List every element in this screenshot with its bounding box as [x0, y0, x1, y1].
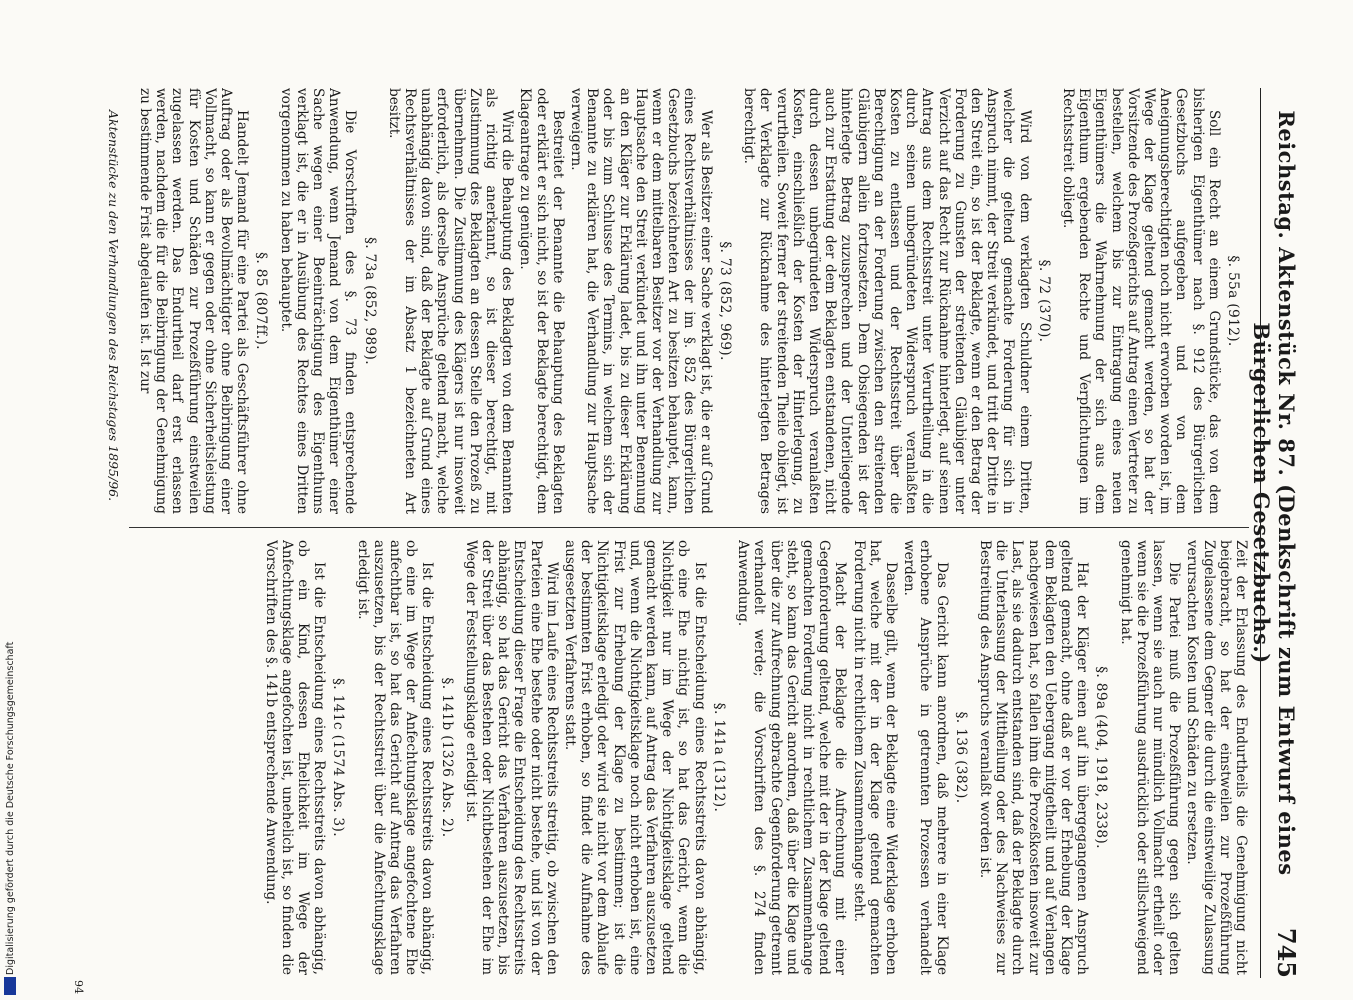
- paragraph: Ist die Entscheidung eines Rechtsstreits davon abhängig, ob ein Kind, dessen Ehelichkeit im Wege der Anfechtungsklage angefochten ist, unehelich ist, so finden die Vorschriften des §. 141b entsprechende Anwendung.: [262, 540, 328, 975]
- paragraph: Ist die Entscheidung eines Rechtsstreits davon abhängig, ob eine im Wege der Anfechtungsklage angefochtene Ehe anfechtbar ist, so hat das Gericht auf Antrag das Verfahren auszusetzen, bis der Rechtsstreit über die Anfechtungsklage erledigt ist.: [354, 540, 436, 975]
- paragraph: Das Gericht kann anordnen, daß mehrere in einer Klage erhobene Ansprüche in getrennten Prozessen verhandelt werden.: [901, 540, 950, 975]
- section-heading: §. 89a (404, 1918, 2338).: [1093, 666, 1110, 849]
- page-header: [1249, 88, 1305, 978]
- left-column: [36, 88, 1249, 514]
- section-heading: §. 72 (370).: [1035, 259, 1052, 343]
- paragraph: Die Partei muß die Prozeßführung gegen sich gelten lassen, wenn sie auch nur mündlich Vollmacht ertheilt oder wenn sie die Prozeßführung ausdrücklich oder stillschweigend genehmigt hat.: [1117, 540, 1183, 975]
- section-heading: §. 73 (852, 969).: [716, 241, 733, 361]
- column-divider: [129, 527, 1249, 528]
- paragraph: Wird von dem verklagten Schuldner einem Dritten, welcher die geltend gemachte Forderung für sich in Anspruch nimmt, der Streit verkündet, und tritt der Dritte in den Streit ein, so ist der Beklagte, wenn er den Betrag der Forderung zu Gunsten der streitenden Gläubiger unter Verzicht auf das Recht zur Rücknahme hinterlegt, auf seinen Antrag aus dem Rechtsstreit unter Verurtheilung in die durch seinen unbegründeten Widerspruch veranlaßten Kosten zu entlassen und der Rechtsstreit über die Berechtigung an der Forderung zwischen den streitenden Gläubigern allein fortzusetzen. Dem Obsiegenden ist der hinterlegte Betrag zuzusprechen und der Unterliegende auch zur Erstattung der dem Beklagten entstandenen, nicht durch dessen unbegründeten Widerspruch veranlaßten Kosten, einschließlich der Kosten der Hinterlegung, zu verurtheilen. Soweit ferner der streitenden Theile obliegt, ist der Verklagte zur Rücknahme des hinterlegten Betrages berechtigt.: [741, 88, 1033, 514]
- paragraph: Dasselbe gilt, wenn der Beklagte eine Widerklage erhoben hat, welche mit der in der Klage geltend gemachten Forderung nicht in rechtlichem Zusammenhange steht.: [850, 540, 899, 975]
- section-heading: §. 136 (382).: [952, 711, 969, 804]
- paragraph: Soll ein Recht an einem Grundstücke, das von dem bisherigen Eigenthümer nach §. 912 des Bürgerlichen Gesetzbuchs aufgegeben und von dem Aneignungsberechtigten noch nicht erworben worden ist, im Wege der Klage geltend gemacht werden, so hat der Vorsitzende des Prozeßgerichts auf Antrag einen Vertreter zu bestellen, welchem bis zur Eintragung eines neuen Eigenthümers die Wahrnehmung der sich aus dem Eigenthum ergebenden Rechte und Verpflichtungen im Rechtsstreit obliegt.: [1059, 88, 1222, 514]
- section-heading: §. 141b (1326 Abs. 2).: [438, 677, 455, 838]
- paragraph: Die Vorschriften des §. 73 finden entsprechende Anwendung, wenn Jemand von dem Eigenthümer einer Sache wegen einer Beeinträchtigung des Eigenthums verklagt ist, die er in Ausübung des Rechtes eines Dritten vorgenommen zu haben behauptet.: [277, 88, 359, 514]
- paragraph: Zeit der Erlassung des Endurtheils die Genehmigung nicht beigebracht, so hat der einstweilen zur Prozeßführung Zugelassene dem Gegner die durch die einstweilige Zulassung verursachten Kosten und Schäden zu ersetzen.: [1184, 540, 1249, 975]
- footnote: Aktenstücke zu den Verhandlungen des Reichstages 1895/96.: [106, 110, 121, 502]
- right-column: [36, 540, 1249, 975]
- paragraph: Bestreitet der Benannte die Behauptung des Beklagten oder erklärt er sich nicht, so ist der Beklagte berechtigt, dem Klageantrage zu genügen.: [517, 88, 566, 514]
- paragraph: Hat der Kläger einen auf ihn übergegangenen Anspruch geltend gemacht, ohne daß er vor der Erhebung der Klage dem Beklagten den Uebergang mitgetheilt und auf Verlangen nachgewiesen hat, so fallen ihm die Prozeßkosten insoweit zur Last, als sie dadurch entstanden sind, daß der Beklagte durch die Unterlassung der Mittheilung oder des Nachweises zur Bestreitung des Anspruchs veranlaßt worden ist.: [976, 540, 1091, 975]
- dfg-logo-icon: [4, 977, 16, 995]
- section-heading: §. 85 (807ff.).: [253, 252, 270, 350]
- paragraph: Macht der Beklagte die Aufrechnung mit einer Gegenforderung geltend, welche mit der in der Klage geltend gemachten Forderung nicht in rechtlichem Zusammenhange steht, so kann das Gericht anordnen, daß über die Klage und über die zur Aufrechnung gebrachte Gegenforderung getrennt verhandelt werde; die Vorschriften des §. 274 finden Anwendung.: [735, 540, 849, 975]
- paragraph: Ist die Entscheidung eines Rechtsstreits davon abhängig, ob eine Ehe nichtig ist, so hat das Gericht, wenn die Nichtigkeit nur im Wege der Nichtigkeitsklage geltend gemacht werden kann, auf Antrag das Verfahren auszusetzen und, wenn die Nichtigkeitsklage noch nicht erhoben ist, eine Frist zur Erhebung der Klage zu bestimmen; ist die Nichtigkeitsklage erledigt oder wird sie nicht vor dem Ablaufe der bestimmten Frist erhoben, so findet die Aufnahme des ausgesetzten Verfahrens statt.: [562, 540, 708, 975]
- dfg-credit: [4, 600, 16, 995]
- dfg-credit-text: Digitalisierung gefördert durch die Deutsche Forschungsgemeinschaft: [5, 641, 16, 975]
- bottom-page-number: 94: [72, 980, 85, 994]
- header-rule: [1260, 88, 1261, 978]
- section-heading: §. 141a (1312).: [710, 702, 727, 813]
- header-page-number: 745: [1272, 927, 1301, 978]
- paragraph: Handelt Jemand für eine Partei als Geschäftsführer ohne Auftrag oder als Bevollmächtigter ohne Beibringung einer Vollmacht, so kann er gegen oder ohne Sicherheitsleistung für Kosten und Schäden zur Prozeßführung einstweilen zugelassen werden. Das Endurtheil darf erst erlassen werden, nachdem die für die Beibringung der Genehmigung zu bestimmende Frist abgelaufen ist. Ist zur: [137, 88, 251, 514]
- header-title: Reichstag. Aktenstück Nr. 87. (Denkschrift zum Entwurf eines Bürgerlichen Gesetzbuchs.): [1249, 110, 1299, 876]
- paragraph: Wird im Laufe eines Rechtsstreits streitig, ob zwischen den Parteien eine Ehe bestehe oder nicht bestehe, und ist von der Entscheidung dieser Frage die Entscheidung des Rechtsstreits abhängig, so hat das Gericht das Verfahren auszusetzen, bis der Streit über das Bestehen oder Nichtbestehen der Ehe im Wege der Feststellungsklage erledigt ist.: [462, 540, 560, 975]
- section-heading: §. 141c (1574 Abs. 3).: [330, 678, 347, 837]
- paragraph: Wer als Besitzer einer Sache verklagt ist, die er auf Grund eines Rechtsverhältnisses der im §. 852 des Bürgerlichen Gesetzbuchs bezeichneten Art zu besitzen behauptet, kann, wenn er dem mittelbaren Besitzer vor der Verhandlung zur Hauptsache den Streit verkündet und ihn unter Benennung an den Kläger zur Erklärung ladet, bis zu dieser Erklärung oder bis zum Schlusse des Termins, in welchem sich der Benannte zu erklären hat, die Verhandlung zur Hauptsache verweigern.: [568, 88, 714, 514]
- paragraph: Wird die Behauptung des Beklagten von dem Benannten als richtig anerkannt, so ist dieser berechtigt, mit Zustimmung des Beklagten an dessen Stelle den Prozeß zu übernehmen. Die Zustimmung des Klägers ist nur insoweit erforderlich, als derselbe Ansprüche geltend macht, welche unabhängig davon sind, daß der Beklagte auf Grund eines Rechtsverhältnisses der im Absatz 1 bezeichneten Art besitzt.: [385, 88, 516, 514]
- section-heading: §. 55a (912).: [1225, 255, 1241, 347]
- section-heading: §. 73a (852, 989).: [361, 237, 378, 365]
